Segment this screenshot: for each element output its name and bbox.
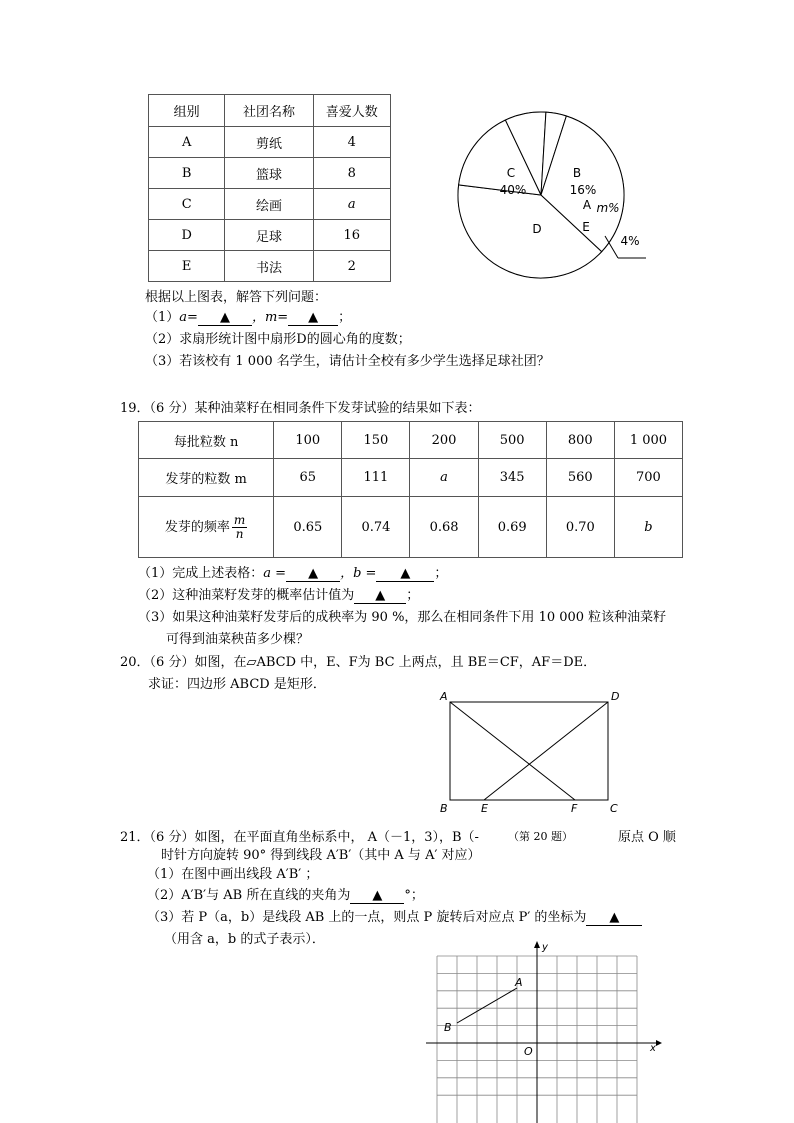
table-cell: 0.65: [274, 497, 342, 558]
answer-blank[interactable]: ▲: [288, 310, 338, 326]
y-axis-arrow: [534, 941, 540, 948]
q21-line1-end: 原点 O 顺: [618, 830, 676, 845]
q21-line2: 时针方向旋转 90° 得到线段 A′B′（其中 A 与 A′ 对应）: [161, 848, 481, 863]
table-cell: 0.74: [342, 497, 410, 558]
answer-blank[interactable]: ▲: [350, 888, 404, 904]
table-cell: 560: [546, 459, 614, 497]
q18-part3: （3）若该校有 1 000 名学生，请估计全校有多少学生选择足球社团？: [145, 354, 550, 369]
table-cell: 1 000: [614, 422, 682, 459]
q20-line2: 求证：四边形 ABCD 是矩形．: [148, 677, 326, 692]
pie-label-B: B: [572, 166, 582, 180]
q19-part3-line2: 可得到油菜秧苗多少棵？: [166, 632, 310, 647]
table-row-label: 发芽的粒数 m: [139, 459, 274, 497]
table-row: [149, 189, 391, 220]
table-cell: a: [313, 189, 390, 220]
figure-caption: （第 20 题）: [508, 830, 573, 843]
q21-part3-line2: （用含 a，b 的式子表示）．: [164, 932, 325, 947]
q18-part1: （1）a= ▲ ，m= ▲ ；: [145, 310, 352, 325]
table-cell: 150: [342, 422, 410, 459]
pie-label-D: D: [532, 222, 542, 236]
point-label-A: A: [515, 976, 523, 989]
rectangle-figure: [432, 686, 632, 820]
table-row-label: 发芽的频率 $\frac{m}{n}$: [139, 497, 274, 558]
point-label-B: B: [440, 802, 448, 815]
table-row: [139, 459, 683, 497]
table-cell: 2: [313, 251, 390, 282]
table-cell: 4: [313, 127, 390, 158]
q18-intro: 根据以上图表，解答下列问题：: [145, 290, 328, 305]
table-cell: 345: [478, 459, 546, 497]
club-table: [148, 94, 391, 282]
point-label-F: F: [571, 802, 578, 815]
table-cell: D: [149, 220, 225, 251]
germination-table: [138, 421, 683, 558]
pie-label-A: A: [582, 198, 592, 212]
q19-title: 19．（6 分）某种油菜籽在相同条件下发芽试验的结果如下表：: [120, 401, 481, 416]
q21-part2: （2）A′B′与 AB 所在直线的夹角为 ▲ °；: [147, 888, 424, 903]
table-row: [149, 127, 391, 158]
point-label-A: A: [440, 690, 448, 703]
table-header: 组别: [149, 95, 225, 127]
q19-part2: （2）这种油菜籽发芽的概率估计值为 ▲ ；: [138, 588, 420, 603]
pie-chart: [450, 110, 660, 290]
table-cell: 800: [546, 422, 614, 459]
q21-part3: （3）若 P（a，b）是线段 AB 上的一点，则点 P 旋转后对应点 P′ 的坐标为 ▲: [147, 906, 642, 926]
table-cell: 8: [313, 158, 390, 189]
table-cell: 16: [313, 220, 390, 251]
table-cell: 绘画: [225, 189, 313, 220]
table-cell: 足球: [225, 220, 313, 251]
table-cell: b: [614, 497, 682, 558]
table-row: [149, 158, 391, 189]
answer-blank[interactable]: ▲: [354, 588, 406, 604]
table-cell: 书法: [225, 251, 313, 282]
answer-blank[interactable]: ▲: [198, 310, 252, 326]
y-axis-label: y: [542, 942, 548, 953]
table-row: [149, 220, 391, 251]
table-cell: B: [149, 158, 225, 189]
origin-label: O: [524, 1045, 533, 1058]
q19-part1: （1）完成上述表格：a = ▲ ，b = ▲ ；: [138, 566, 448, 581]
table-cell: E: [149, 251, 225, 282]
answer-blank[interactable]: ▲: [586, 910, 642, 926]
table-header: 喜爱人数: [313, 95, 390, 127]
table-cell: 0.68: [410, 497, 478, 558]
table-header: 社团名称: [225, 95, 313, 127]
table-cell: 100: [274, 422, 342, 459]
point-label-B: B: [444, 1021, 452, 1034]
table-cell: a: [410, 459, 478, 497]
q20-title: 20．（6 分）如图，在▱ABCD 中，E、F为 BC 上两点，且 BE＝CF，AF＝DE．: [120, 655, 597, 670]
pie-value-A: m%: [596, 201, 620, 215]
table-cell: C: [149, 189, 225, 220]
coordinate-grid: [424, 940, 664, 1123]
table-row: [139, 497, 683, 558]
q19-part3-line1: （3）如果这种油菜籽发芽后的成秧率为 90 %，那么在相同条件下用 10 000 粒该种油菜籽: [138, 610, 667, 625]
pie-label-C: C: [506, 166, 516, 180]
segment-AB: [457, 988, 517, 1023]
table-cell: 111: [342, 459, 410, 497]
q21-line1: 21．（6 分）如图，在平面直角坐标系中， A（－1，3），B（-: [120, 830, 479, 845]
q21-part1: （1）在图中画出线段 A′B′ ；: [147, 867, 319, 882]
pie-value-B: 16%: [569, 183, 597, 197]
x-axis-arrow: [656, 1040, 662, 1046]
x-axis-label: x: [650, 1043, 656, 1054]
point-label-E: E: [481, 802, 488, 815]
fraction-m-over-n: $\frac{m}{n}$: [233, 512, 246, 541]
table-cell: 500: [478, 422, 546, 459]
table-cell: 65: [274, 459, 342, 497]
table-cell: 700: [614, 459, 682, 497]
answer-blank[interactable]: ▲: [376, 566, 434, 582]
table-cell: 篮球: [225, 158, 313, 189]
pie-value-E: 4%: [620, 234, 640, 248]
pie-label-E: E: [582, 220, 590, 234]
table-cell: 0.70: [546, 497, 614, 558]
answer-blank[interactable]: ▲: [286, 566, 340, 582]
point-label-D: D: [611, 690, 620, 703]
point-label-C: C: [610, 802, 618, 815]
table-cell: A: [149, 127, 225, 158]
table-cell: 剪纸: [225, 127, 313, 158]
q18-part2: （2）求扇形统计图中扇形D的圆心角的度数；: [145, 332, 411, 347]
table-row-label: 每批粒数 n: [139, 422, 274, 459]
table-row: [149, 251, 391, 282]
table-cell: 0.69: [478, 497, 546, 558]
table-cell: 200: [410, 422, 478, 459]
pie-value-C: 40%: [499, 183, 527, 197]
table-row: [139, 422, 683, 459]
